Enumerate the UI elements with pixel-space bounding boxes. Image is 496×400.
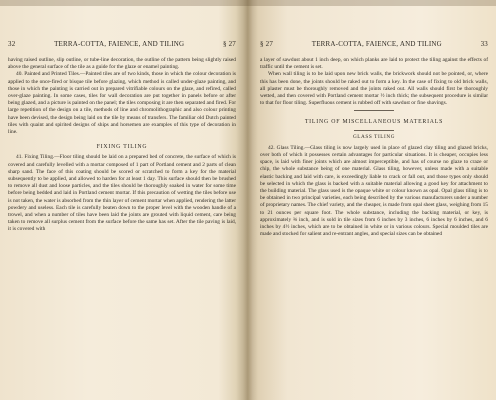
left-running-header bbox=[8, 40, 236, 50]
right-section-mark: § 27 bbox=[260, 40, 274, 48]
right-body-text bbox=[260, 57, 488, 238]
left-section-mark: § 27 bbox=[222, 40, 236, 48]
paragraph: When wall tiling is to be laid upon new brick walls, the brickwork should not be pointed, or, where this has been done, the joints should be raked out to form a key. In the case of fixing to old brick walls, all plaster must be thoroughly removed and the joints raked out. All walls should first be thoroughly wetted, and then covered with Portland cement mortar ½ inch thick; the subsequent procedure is similar to that for floor tiling. Superfluous cement is rubbed off with sawdust or fine shavings. bbox=[260, 71, 488, 107]
left-page-number: 32 bbox=[8, 40, 16, 48]
section-heading-fixing-tiling: FIXING TILING bbox=[96, 144, 148, 151]
divider-rule bbox=[354, 110, 394, 111]
right-running-head-title: TERRA-COTTA, FAIENCE, AND TILING bbox=[311, 40, 442, 48]
right-page bbox=[260, 40, 488, 238]
paragraph: 42. Glass Tiling.—Glass tiling is now largely used in place of glazed clay tiling and glazed bricks, over both of which it possesses certain advantages for particular situations. It is cheaper, occupies less space, is laid with finer joints which are almost imperceptible, and has of course no glaze to craze or chip, the whole substance being of one material. Glass tiling, however, unless made with a suitable elastic backing and laid with care, is exceedingly liable to crack or fall out, and those types only should be selected in which the glass is backed with a suitable material allowing a good key for attachment to the building material. The glass used is the opaque white or colour known as opal. Opal glass tiling is to be obtained in two principal varieties, each being described by the various manufacturers under a number of proprietary names. The chief variety, and the cheaper, is made from opal sheet glass, weighing from 15 to 21 ounces per square foot. The whole substance, including the backing material, or key, is approximately ⅜ inch, and is sold in tile sizes from 6 inches by 3 inches, 6 inches by 6 inches, and 6 inches by 4½ inches, which are to be obtained in white or in various colours. Special moulded tiles are made and stocked for salient and re-entrant angles, and special sizes can be obtained bbox=[260, 144, 488, 238]
paragraph: a layer of sawdust about 1 inch deep, on which planks are laid to protect the tiling against the effects of traffic until the cement is set. bbox=[260, 57, 488, 71]
book-gutter bbox=[236, 0, 258, 400]
left-page bbox=[8, 40, 236, 234]
paragraph: 40. Painted and Printed Tiles.—Painted tiles are of two kinds, those in which the colour decoration is applied to the once-fired or bisque tile before glazing, which method is called under-glaze painting, and those in which the painting is carried out in prepared vitrifiable colours on the glaze, and refired, called over-glaze painting. In some cases, tiles for wall decoration are put together in panels before or after being glazed, and a picture is painted on the panel; the tiles composing it are then separated and fired. For large repetition of the design on a tile, methods of line and chromolithographic and also colour printing have been devised, the design being laid on the tile by means of transfers. The familiar old Dutch painted tiles with quaint and spirited designs of ships and horsemen are examples of this type of decoration in line. bbox=[8, 71, 236, 136]
paragraph: 41. Fixing Tiling.—Floor tiling should be laid on a prepared bed of concrete, the surface of which is covered and carefully levelled with a mortar composed of 1 part of Portland cement and 2 parts of clean sharp sand. The face of this coating should be scored or scratched to form a key for the material subsequently to be applied, and allowed to harden for at least 1 day. This surface should then be brushed to remove all dust and loose particles, and the tiles should be thoroughly soaked in water for some time before being bedded and laid in Portland cement mortar. If this precaution of wetting the tiles before use is not taken, the water is absorbed from the thin layer of cement mortar when applied, rendering the latter powdery and useless. Each tile is carefully beaten down to the proper level with the wooden handle of a trowel, and when a number of tiles have been laid the joints are grouted with liquid cement, care being taken to remove all surplus cement from the surface before the same has set. After the tile paving is laid, it is covered with bbox=[8, 154, 236, 233]
left-body-text bbox=[8, 57, 236, 234]
divider-rule bbox=[354, 130, 394, 131]
sub-heading-glass-tiling: GLASS TILING bbox=[352, 133, 396, 140]
section-heading-misc-materials: TILING OF MISCELLANEOUS MATERIALS bbox=[304, 119, 444, 126]
left-running-head-title: TERRA-COTTA, FAIENCE, AND TILING bbox=[54, 40, 185, 48]
right-page-number: 33 bbox=[480, 40, 488, 48]
paragraph: having raised outline, slip outline, or tube-line decoration, the outline of the pattern being slightly raised above the general surface of the tile as a guide for the glaze or enamel painting. bbox=[8, 57, 236, 71]
right-running-header bbox=[260, 40, 488, 50]
